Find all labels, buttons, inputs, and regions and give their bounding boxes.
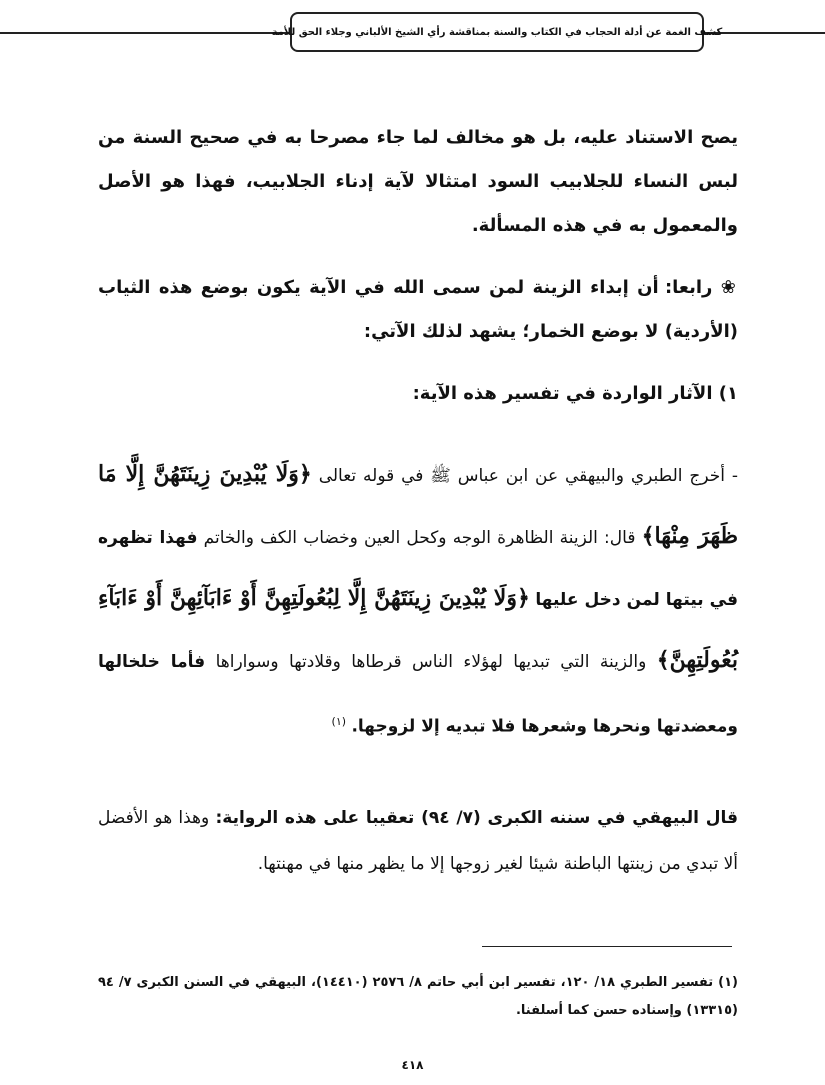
- paragraph-5: [98, 795, 738, 887]
- paragraph-2-text: رابعا: أن إبداء الزينة لمن سمى الله في الآية يكون بوضع هذه الثياب (الأردية) لا بوضع الخمار؛ يشهد لذلك الآتي:: [98, 277, 738, 342]
- narration-text-1: قال: الزينة الظاهرة الوجه وكحل العين وخضاب الكف والخاتم: [203, 528, 636, 548]
- quran-verse-2: ﴿وَلَا يُبْدِينَ زِينَتَهُنَّ إِلَّا لِبُعُولَتِهِنَّ أَوْ ءَابَآئِهِنَّ أَوْ ءَابَآءِ بُعُولَتِهِنَّ﴾: [98, 585, 738, 673]
- paragraph-2: [98, 266, 738, 354]
- running-header: [271, 12, 723, 52]
- narration-text-2: فهذا تظهره في بيتها لمن دخل عليها: [98, 528, 739, 610]
- paragraph-4: [98, 444, 738, 757]
- footnote-separator: [482, 946, 732, 947]
- flower-ornament-icon: ❀: [720, 277, 738, 298]
- narration-intro: - أخرج الطبري والبيهقي عن ابن عباس ﷺ في قوله تعالى: [318, 466, 738, 486]
- header-rule-left: [0, 32, 290, 34]
- running-header-title: كشف الغمة عن أدلة الحجاب في الكتاب والسنة بمناقشة رأي الشيخ الألباني وجلاء الحق للأمة: [271, 26, 723, 38]
- footnote: (١) تفسير الطبري ١٨/ ١٢٠، تفسير ابن أبي حاتم ٨/ ٢٥٧٦ (١٤٤١٠)، البيهقي في السنن الكبرى ٧/ ٩٤ (١٣٣١٥) وإسناده حسن كما أسلفنا.: [98, 975, 738, 1018]
- narration-text-3: والزينة التي تبديها لهؤلاء الناس قرطاها وقلادتها وسواراها: [215, 652, 647, 672]
- section-heading: ١) الآثار الواردة في تفسير هذه الآية:: [412, 383, 738, 404]
- paragraph-1: يصح الاستناد عليه، بل هو مخالف لما جاء مصرحا به في صحيح السنة من لبس النساء للجلابيب السود امتثالا لآية إدناء الجلابيب، فهذا هو الأصل والمعمول به في هذه المسألة.: [98, 127, 738, 236]
- quran-verse-1: ﴿وَلَا يُبْدِينَ زِينَتَهُنَّ إِلَّا مَا ظَهَرَ مِنْهَا﴾: [98, 461, 739, 549]
- bayhaqi-citation: قال البيهقي في سننه الكبرى (٧/ ٩٤) تعقيبا على هذه الرواية:: [215, 808, 738, 828]
- narration-text-4: فأما خلخالها ومعضدتها ونحرها وشعرها فلا تبديه إلا لزوجها.: [98, 652, 738, 737]
- footnote-ref: (١): [331, 715, 347, 728]
- page-number: ٤١٨: [401, 1058, 424, 1072]
- bayhaqi-comment: وهذا هو الأفضل ألا تبدي من زينتها الباطنة شيئا لغير زوجها إلا ما يظهر منها في مهنتها.: [98, 808, 738, 874]
